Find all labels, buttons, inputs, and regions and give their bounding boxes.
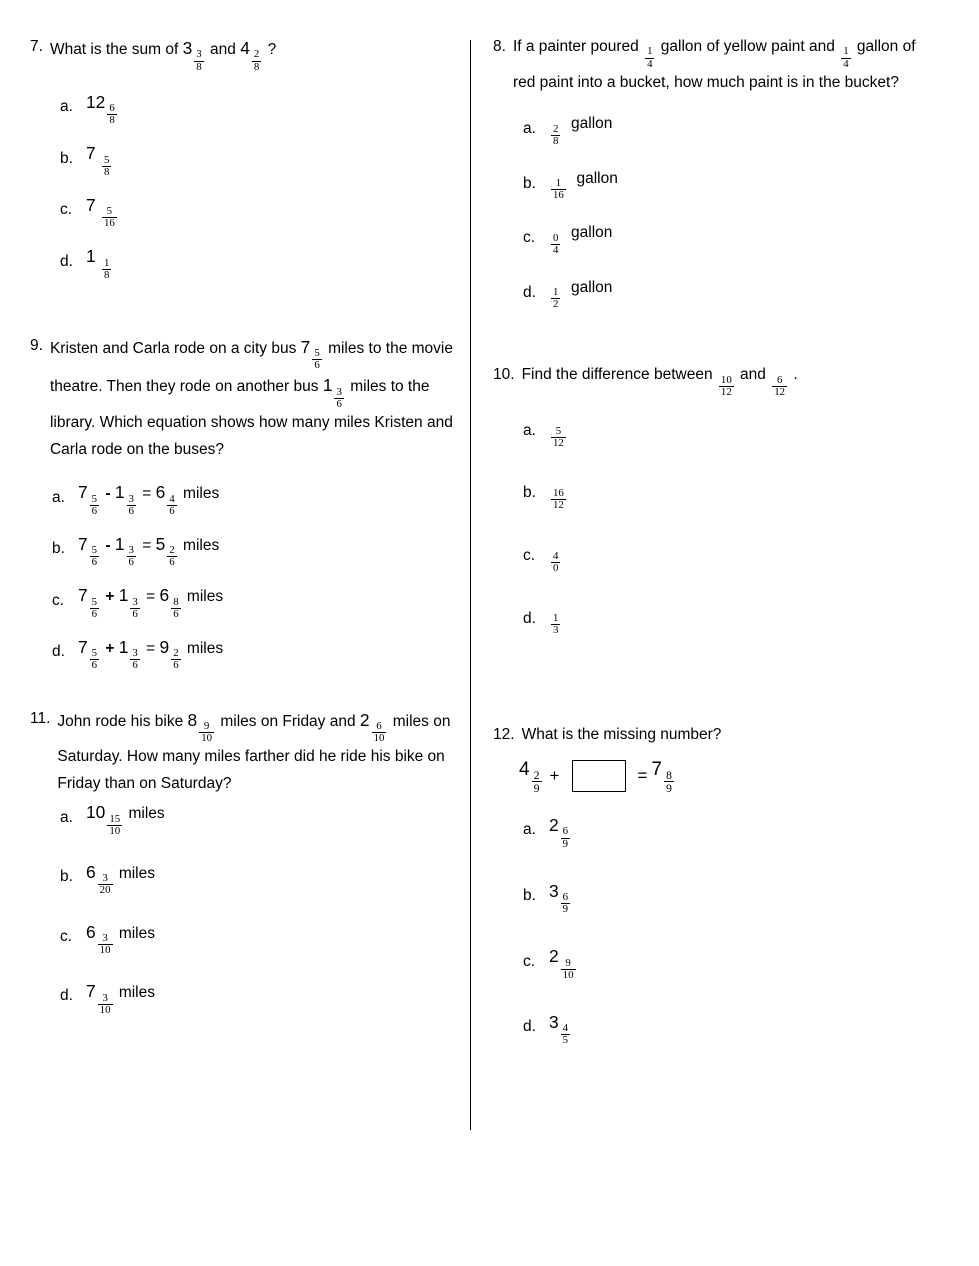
question-10 [493, 362, 941, 636]
two-column-layout [30, 34, 949, 1130]
choice-letter: d. [60, 252, 73, 270]
choice-letter: a. [523, 821, 536, 839]
choice-a[interactable] [523, 112, 941, 147]
equals-sign: = [142, 485, 152, 503]
fraction: $\frac{6}{8}$ [109, 102, 115, 127]
fraction: $\frac{9}{10}$ [201, 719, 213, 745]
choice-letter: d. [523, 609, 536, 627]
fraction: $\frac{5}{12}$ [553, 424, 564, 449]
operator: + [105, 588, 115, 606]
choice-value: 6 $\frac{3}{20}$ miles [86, 861, 155, 897]
question-9-choices [52, 479, 456, 671]
choice-letter: c. [523, 229, 536, 247]
question-9-operand-2: 1 $\frac{3}{6}$ [322, 375, 342, 410]
question-9-stem-1: Kristen and Carla rode on a city bus [49, 339, 297, 357]
choice-letter: b. [60, 149, 73, 167]
fraction: $\frac{8}{9}$ [666, 767, 672, 795]
choice-letter: c. [523, 547, 536, 565]
choice-value: 7 $\frac{5}{6}$ + 1 $\frac{3}{6}$ = 9 $\frac{2}{6}$ miles [78, 636, 224, 672]
choice-c[interactable] [52, 582, 456, 620]
missing-number-input[interactable] [572, 760, 626, 792]
question-9-operand-1: 7 $\frac{5}{6}$ [300, 336, 320, 372]
choice-c[interactable] [60, 919, 456, 957]
choice-c[interactable] [523, 539, 941, 574]
question-7 [30, 34, 456, 281]
choice-letter: d. [523, 1018, 536, 1036]
left-column [30, 34, 470, 1030]
choice-c[interactable] [523, 943, 941, 981]
fraction: $\frac{3}{6}$ [132, 595, 138, 620]
question-7-choices [60, 89, 456, 281]
choice-letter: c. [52, 591, 65, 609]
choice-value [549, 276, 941, 311]
operator: - [105, 485, 111, 503]
choice-a[interactable] [523, 414, 941, 449]
fraction: $\frac{2}{6}$ [169, 544, 175, 569]
equation-operand-1: 4 $\frac{2}{9}$ [519, 758, 540, 795]
question-12-number: 12. [493, 726, 515, 744]
fraction: $\frac{6}{10}$ [373, 719, 385, 745]
choice-letter: c. [60, 927, 73, 945]
fraction: $\frac{3}{10}$ [99, 931, 111, 957]
choice-d[interactable] [523, 276, 941, 311]
choice-b[interactable] [60, 859, 456, 897]
unit-label: gallon [571, 115, 613, 133]
choice-letter: b. [52, 540, 65, 558]
choice-value: 2 $\frac{9}{10}$ [549, 946, 574, 981]
choice-c[interactable] [523, 221, 941, 256]
choice-letter: b. [523, 886, 536, 904]
question-10-stem [493, 362, 941, 398]
fraction: $\frac{8}{6}$ [173, 595, 179, 620]
question-11 [30, 706, 456, 1016]
choice-value: 7 $\frac{3}{10}$ miles [86, 981, 155, 1016]
question-9-number: 9. [30, 336, 43, 354]
choice-value [549, 602, 941, 637]
fraction: $\frac{2}{8}$ [253, 48, 260, 73]
fraction: $\frac{0}{4}$ [553, 231, 559, 256]
fraction: $\frac{6}{9}$ [562, 891, 569, 916]
choice-value: 1 $\frac{1}{8}$ [86, 246, 110, 281]
question-11-operand-2: 2 $\frac{6}{10}$ [359, 709, 385, 745]
fraction: $\frac{5}{8}$ [103, 153, 110, 178]
fraction: $\frac{1}{4}$ [647, 45, 653, 70]
choice-value [549, 477, 941, 512]
choice-value [549, 414, 941, 449]
fraction: $\frac{5}{16}$ [103, 205, 115, 230]
fraction: $\frac{5}{6}$ [91, 595, 98, 620]
choice-d[interactable] [52, 634, 456, 672]
question-12-stem [493, 722, 941, 749]
question-11-number: 11. [30, 709, 51, 727]
choice-a[interactable] [523, 812, 941, 850]
choice-value: 3 $\frac{4}{5}$ [549, 1011, 569, 1047]
choice-c[interactable] [60, 192, 456, 230]
choice-value: 7 $\frac{5}{6}$ + 1 $\frac{3}{6}$ = 6 $\frac{8}{6}$ miles [78, 585, 224, 620]
fraction: $\frac{3}{6}$ [132, 647, 138, 672]
fraction: $\frac{4}{5}$ [562, 1022, 569, 1047]
choice-a[interactable] [60, 799, 456, 837]
question-7-stem [30, 34, 456, 73]
choice-value: 7 $\frac{5}{16}$ [86, 194, 115, 230]
question-10-stem-mid: and [740, 366, 766, 384]
choice-value: 2 $\frac{6}{9}$ [549, 815, 569, 850]
fraction: $\frac{5}{6}$ [314, 347, 320, 372]
choice-letter: b. [523, 484, 536, 502]
question-8-stem-pre: If a painter poured [512, 38, 639, 55]
fraction: $\frac{2}{6}$ [173, 647, 179, 672]
choice-letter: c. [60, 201, 73, 219]
choice-b[interactable] [523, 477, 941, 512]
fraction: $\frac{4}{6}$ [169, 492, 175, 517]
question-11-stem-2: miles on Friday and [220, 712, 356, 730]
question-10-text [522, 362, 941, 398]
question-12-equation [519, 759, 941, 794]
question-10-stem-post: . [793, 366, 798, 384]
choice-letter: a. [60, 808, 73, 826]
equals-sign: = [637, 766, 648, 786]
choice-value: 6 $\frac{3}{10}$ miles [86, 921, 155, 957]
question-10-stem-pre: Find the difference between [521, 366, 713, 384]
unit-label: miles [183, 485, 220, 503]
fraction: $\frac{3}{20}$ [99, 872, 111, 897]
question-7-stem-post: ? [267, 41, 277, 58]
unit-label: miles [128, 805, 165, 823]
question-11-stem-1: John rode his bike [57, 712, 184, 730]
choice-value: 7 $\frac{5}{8}$ [86, 143, 110, 178]
fraction: $\frac{4}{0}$ [553, 549, 559, 574]
question-11-choices [60, 799, 456, 1015]
question-8 [493, 34, 941, 310]
unit-label: miles [118, 864, 155, 882]
question-7-text [50, 34, 456, 73]
fraction: $\frac{5}{6}$ [91, 647, 98, 672]
choice-a[interactable] [60, 89, 456, 127]
fraction: $\frac{9}{10}$ [562, 956, 574, 981]
fraction: $\frac{1}{16}$ [553, 177, 564, 202]
unit-label: gallon [571, 224, 613, 242]
choice-d[interactable] [523, 602, 941, 637]
question-9 [30, 333, 456, 672]
choice-letter: d. [523, 283, 536, 301]
question-9-text [50, 333, 456, 463]
choice-b[interactable] [60, 140, 456, 178]
fraction: $\frac{6}{12}$ [774, 373, 786, 398]
choice-letter: a. [52, 488, 65, 506]
unit-label: miles [186, 639, 224, 657]
question-10-choices [523, 414, 941, 636]
operand-whole: 4 [240, 38, 250, 58]
question-7-operand-2 [240, 38, 267, 73]
fraction: $\frac{3}{6}$ [128, 492, 134, 517]
question-8-stem-post: gallon of red paint into a bucket, how much paint is in the bucket? [512, 38, 916, 91]
fraction: $\frac{5}{6}$ [91, 544, 98, 569]
choice-value [549, 112, 941, 147]
unit-label: gallon [576, 169, 618, 187]
choice-letter: a. [60, 97, 73, 115]
fraction: $\frac{16}{12}$ [553, 487, 564, 512]
equals-sign: = [146, 588, 156, 606]
choice-d[interactable] [60, 978, 456, 1016]
choice-value [549, 221, 941, 256]
question-9-stem-3: miles to the library. Which equation shows how many miles Kristen and Carla rode on the buses? [49, 378, 453, 458]
question-10-number: 10. [493, 366, 515, 384]
fraction: $\frac{1}{8}$ [103, 256, 110, 281]
question-12 [493, 722, 941, 1046]
equals-sign: = [146, 639, 156, 657]
fraction: $\frac{3}{10}$ [99, 991, 111, 1016]
question-8-stem [493, 34, 941, 96]
operator: + [549, 766, 560, 786]
fraction: $\frac{3}{8}$ [196, 48, 202, 73]
operand-whole: 3 [182, 38, 193, 58]
fraction: $\frac{3}{6}$ [128, 544, 134, 569]
operator: - [105, 536, 111, 554]
operator: + [105, 639, 115, 657]
fraction: $\frac{1}{2}$ [553, 286, 559, 311]
choice-value: 10 $\frac{15}{10}$ miles [86, 802, 165, 837]
question-7-stem-mid: and [210, 41, 236, 58]
fraction: $\frac{10}{12}$ [720, 373, 732, 398]
fraction: $\frac{5}{6}$ [91, 492, 98, 517]
choice-b[interactable] [523, 167, 941, 202]
question-7-stem-pre: What is the sum of [49, 41, 179, 58]
choice-b[interactable] [523, 878, 941, 916]
choice-d[interactable] [60, 243, 456, 281]
choice-letter: b. [60, 868, 73, 886]
choice-b[interactable] [52, 531, 456, 569]
choice-letter: a. [523, 120, 536, 138]
question-8-text [513, 34, 941, 96]
equals-sign: = [142, 536, 152, 554]
right-column [471, 34, 941, 1060]
choice-letter: b. [523, 174, 536, 192]
question-11-stem-3: miles on Saturday. How many miles farther did he ride his bike on Friday than on Saturday? [57, 712, 451, 792]
fraction: $\frac{2}{8}$ [553, 122, 559, 147]
unit-label: miles [118, 984, 155, 1002]
choice-letter: d. [60, 987, 73, 1005]
question-9-stem-2: miles to the movie theatre. Then they rode on another bus [49, 339, 453, 396]
fraction: $\frac{3}{6}$ [336, 385, 342, 410]
question-11-stem [30, 706, 456, 798]
fraction: $\frac{6}{9}$ [562, 825, 569, 850]
fraction: $\frac{2}{9}$ [533, 767, 540, 795]
choice-value: 12 $\frac{6}{8}$ [86, 91, 115, 127]
question-11-operand-1: 8 $\frac{9}{10}$ [187, 709, 213, 745]
unit-label: miles [118, 924, 155, 942]
choice-letter: d. [52, 643, 65, 661]
question-12-text: What is the missing number? [521, 726, 722, 744]
equation-operand-2: 7 $\frac{8}{9}$ [651, 758, 672, 795]
fraction: $\frac{1}{4}$ [843, 45, 849, 70]
choice-value: 7 $\frac{5}{6}$ - 1 $\frac{3}{6}$ = 5 $\frac{2}{6}$ miles [78, 533, 220, 569]
choice-value [549, 167, 941, 202]
question-12-choices [523, 812, 941, 1046]
question-8-number: 8. [493, 38, 506, 55]
question-7-number: 7. [30, 38, 43, 55]
choice-value [549, 539, 941, 574]
choice-d[interactable] [523, 1009, 941, 1047]
fraction: $\frac{15}{10}$ [109, 812, 121, 837]
choice-a[interactable] [52, 479, 456, 517]
question-11-text [57, 706, 456, 798]
choice-value: 3 $\frac{6}{9}$ [549, 880, 569, 916]
unit-label: miles [186, 588, 224, 606]
question-8-choices [523, 112, 941, 310]
choice-letter: c. [523, 952, 536, 970]
question-9-stem [30, 333, 456, 463]
unit-label: miles [183, 536, 220, 554]
question-8-stem-mid: gallon of yellow paint and [660, 38, 835, 55]
choice-letter: a. [523, 421, 536, 439]
question-7-operand-1 [182, 38, 210, 73]
unit-label: gallon [571, 278, 613, 296]
choice-value: 7 $\frac{5}{6}$ - 1 $\frac{3}{6}$ = 6 $\frac{4}{6}$ miles [78, 482, 220, 517]
fraction: $\frac{1}{3}$ [553, 612, 559, 637]
